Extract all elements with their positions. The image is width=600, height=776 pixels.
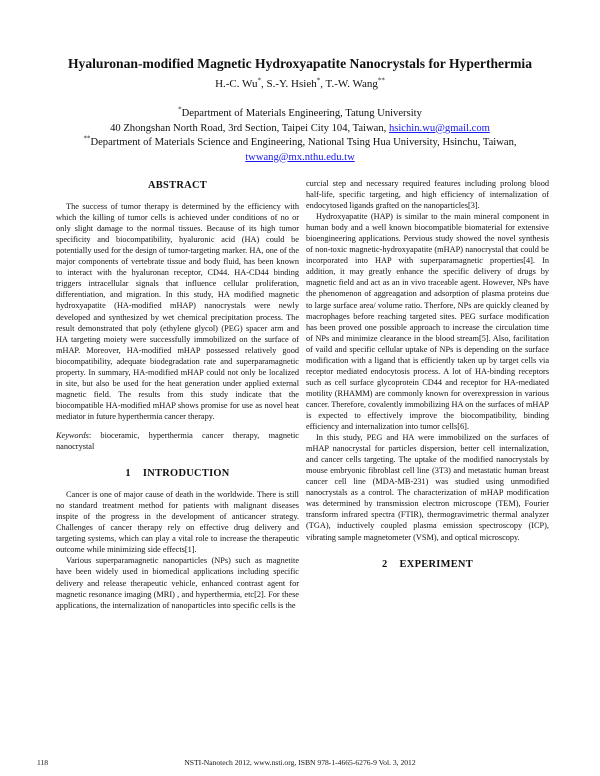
affiliation-1-address: 40 Zhongshan North Road, 3rd Section, Taipei City 104, Taiwan, hsichin.wu@gmail.com: [110, 122, 490, 134]
abstract-heading: ABSTRACT: [148, 180, 207, 191]
email-link-1[interactable]: hsichin.wu@gmail.com: [388, 122, 490, 134]
keywords: [56, 430, 299, 452]
page-number: 118: [37, 758, 49, 767]
intro-paragraph-4: In this study, PEG and HA were immobilized on the surfaces of mHAP nanocrystal for particles dispersion, better cell internalization, and cancer cells targeting. The uptake of the modified nanocrystals by mouse embryonic fibroblast cell line (3T3) and metastatic human breast cancer cell line (MDA-MB-231) was studied using unmodified nanocrystals as a control. The characterization of mHAP modification was determined by transmission electron microscope (TEM), Fourier transform infrared spectra (FTIR), thermogravimetric thermal analyzer (TGA), inductively coupled plasma emission spectroscopy (ICP), vibrating sample magnetometer (VSM), and optical microscopy.: [306, 433, 549, 542]
author-name: S.-Y. Hsieh: [266, 78, 317, 90]
left-column: [56, 178, 299, 611]
section-number: 1: [125, 468, 131, 480]
abstract-text: The success of tumor therapy is determined by the efficiency with which the killing of tumor cells is achieved under conditions of no or only slight damage to the normal tissues. Because of its high tumor specificity and biocompatibility, hyaluronic acid (HA) could be potentially used for the design of tumor-targeting marker. HA, one of the major components of vertebrate tissue and body fluid, has been known to interact with the hyaluronan receptor, CD44. HA-CD44 binding triggers intracellular signals that influence cellular proliferation, differentiation, and migration. In this study, HA modified magnetic hydroxyapatite (HA-modified mHAP) nanocrystals were newly developed and synthesized by wet chemical precipitation process. The result demonstrated that poly (ethylene glycol) (PEG) spacer arm and HA targeting moiety were successfully immobilized on the surface of mHAP. Moreover, HA-modified mHAP possessed relatively good biocompatibility, adequate biodegradation rate and superparamagnetic property. In summary, HA-modified mHAP could not only be localized in site, but also be used for the heat generation under applied external magnetic field. The results from this study indicate that the biocompatible HA-modified mHAP shows promise for use as novel heat mediator in future hyperthermia cancer therapy.: [56, 202, 299, 421]
right-column: [306, 178, 549, 580]
author-name: T.-W. Wang: [325, 78, 378, 90]
affiliation-2: **Department of Materials Science and Engineering, National Tsing Hua University, Hsinchu, Taiwan,: [83, 134, 517, 148]
email-link-2[interactable]: twwang@mx.nthu.edu.tw: [245, 151, 355, 163]
paper-title: Hyaluronan-modified Magnetic Hydroxyapatite Nanocrystals for Hyperthermia: [67, 56, 533, 71]
keywords-text: : bioceramic, hyperthermia cancer therapy, magnetic nanocrystal: [56, 430, 299, 452]
experiment-heading: 2 EXPERIMENT: [382, 558, 473, 570]
intro-paragraph-1: Cancer is one of major cause of death in the worldwide. There is still no standard treatment method for patients with malignant diseases inspite of the progress in the development of anticancer strategy. Challenges of cancer therapy rely on effective drug delivery and targeting systems, which can play a vital role to increase the therapeutic outcome while minimizing side effects[1].: [56, 490, 299, 555]
author-mark: **: [377, 76, 385, 85]
intro-paragraph-2: Various superparamagnetic nanoparticles (NPs) such as magnetite have been widely used in biomedical applications including specific delivery and release therapeutic vehicle, enhanced contrast agent for magnetic resonance imaging (MRI) , and hyperthermia, etc[2]. For these applications, the internalization of nanoparticles into specific cells is the: [56, 556, 299, 610]
introduction-heading: 1 INTRODUCTION: [125, 468, 230, 480]
author-list: H.-C. Wu*, S.-Y. Hsieh*, T.-W. Wang**: [215, 76, 385, 90]
affiliation-2-email: [40, 151, 560, 166]
author-mark: *: [316, 76, 321, 85]
affiliations: [40, 107, 560, 165]
author-mark: *: [257, 76, 261, 85]
intro-paragraph-2-continued: curcial step and necessary required features including prolong blood half-life, specific targeting, and high efficiency of internalization of endocytosed ligands grafted on the nanoparticles[3].: [306, 179, 549, 211]
intro-paragraph-3: Hydroxyapatite (HAP) is similar to the main mineral component in human body and a well known biocompatible biomaterial for extensive bioengineering applications. Pervious study showed the novel synthesis of non-toxic magnetic-hydroxyapatite (mHAP) nanocrystal that could be incorporated into HAP with superparamagnetic properties[4]. In addition, it may greatly enhance the specific delivery of drugs by magnetic field and act as an in vivo traceable agent. However, NPs have the phenomenon of aggreagation and adsorption of plasma proteins due to large surface area/ volume ratio. Therfore, NPs are quickly cleaned by macrophages before reaching targeted sites. PEG surface modification has been proved one possible approach to increase the circulation time of NPs and minimize clearance in the blood stream[5]. Also, facilitation of vaild and specific cellular uptake of NPs is depending on the surface modification with a ligand that is efficiently taken up by target cells via receptor mediated endocytosis process. A lot of HA-binding receptors such as cell surface glycoprotein CD44 and receptor for HA-mediated motility (RHAMM) are commonly known for overexpression in various cancer. Therefore, covalently immobilizing HA on the surfaces of mHAP is expected to effectively improve the biocompatibility, binding efficiency and internalization into tumor cells[6].: [306, 212, 549, 432]
section-number: 2: [382, 558, 388, 570]
author-name: H.-C. Wu: [215, 78, 258, 90]
keywords-label: Keywords: [56, 430, 89, 440]
affiliation-1: *Department of Materials Engineering, Tatung University: [178, 105, 422, 119]
footer-citation: NSTI-Nanotech 2012, www.nsti.org, ISBN 978-1-4665-6276-9 Vol. 3, 2012: [184, 758, 416, 767]
